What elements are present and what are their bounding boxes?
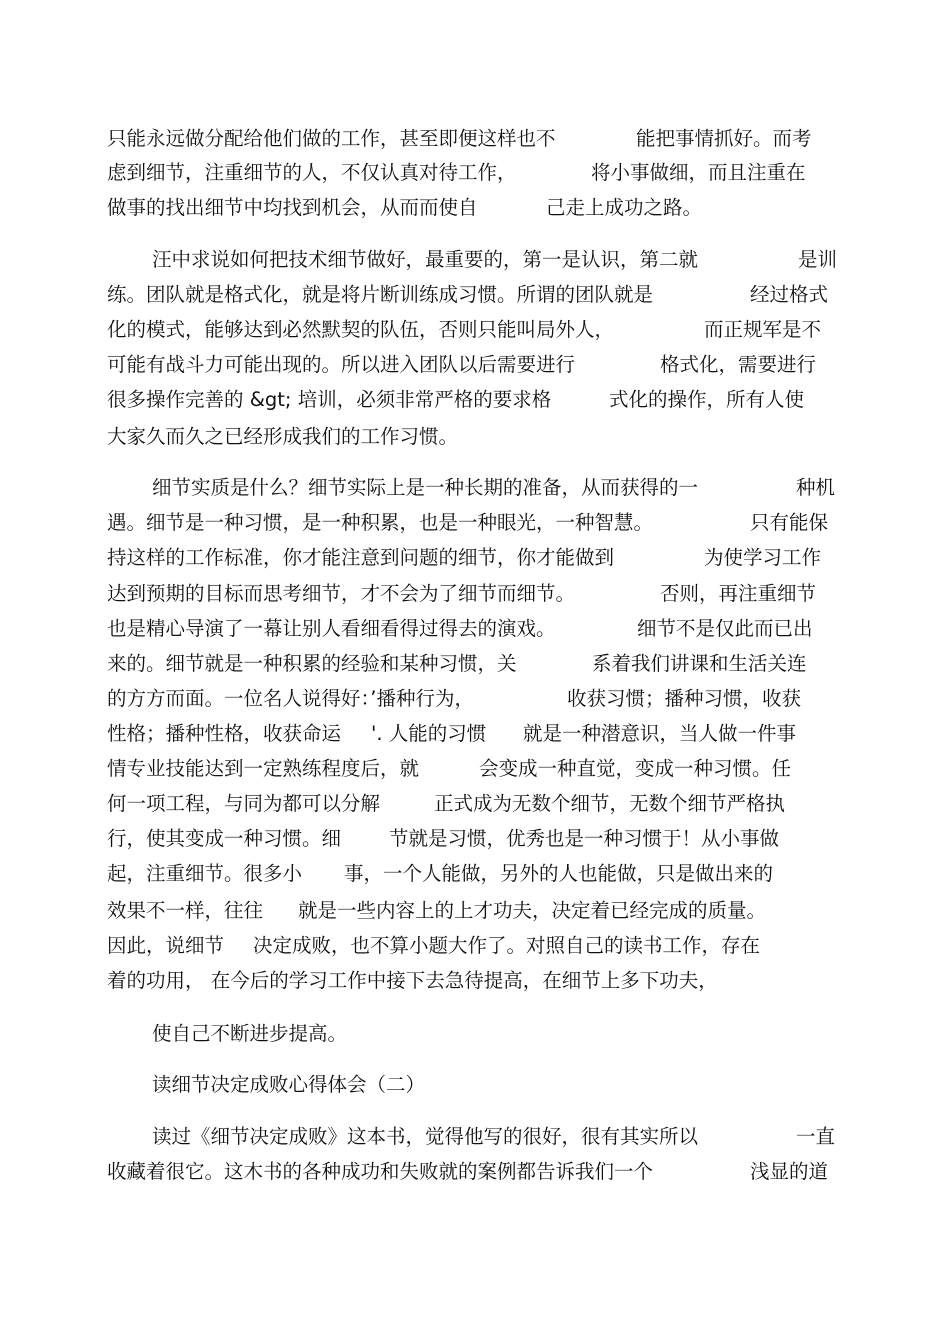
text-line xyxy=(107,615,813,643)
text-segment: 遇。细节是一种习惯，是一种积累，也是一种眼光，一种智慧。 xyxy=(107,511,654,534)
text-line xyxy=(107,544,822,572)
text-segment: 种机 xyxy=(796,476,836,499)
text-segment: 情专业技能达到一定熟练程度后，就 xyxy=(107,757,420,780)
text-segment: 一直 xyxy=(796,1125,836,1148)
text-line xyxy=(107,755,792,783)
text-line xyxy=(107,825,780,853)
text-line xyxy=(107,1158,829,1186)
text-line xyxy=(107,316,822,344)
text-segment: 性格；播种性格，收获命运 xyxy=(107,722,342,745)
text-segment: 持这样的工作标准，你才能注意到问题的细节，你才能做到 xyxy=(107,546,615,569)
text-line xyxy=(107,860,774,888)
text-line xyxy=(107,932,761,960)
text-segment: 着的功用， 在今后的学习工作中接下去急待提高，在细节上多下功夫， xyxy=(107,969,718,992)
text-segment: 读细节决定成败心得体会（二） xyxy=(152,1073,426,1096)
text-segment: 是训 xyxy=(798,248,838,271)
text-segment: 系着我们讲课和生活关连 xyxy=(592,652,807,675)
text-segment: 浅显的道 xyxy=(750,1160,829,1183)
text-segment: 很多操作完善的 &gt; 培训，必须非常严格的要求格 xyxy=(107,388,552,411)
text-segment: 读过《细节决定成败》这本书，觉得他写的很好，很有其实所以 xyxy=(152,1125,699,1148)
text-line xyxy=(152,1020,347,1048)
text-segment: 能把事情抓好。而考 xyxy=(636,127,812,150)
text-segment: 做事的找出细节中均找到机会，从而而使自 xyxy=(107,196,478,219)
text-segment: 就是一种潜意识，当人做一件事 xyxy=(523,722,797,745)
text-segment: 只有能保 xyxy=(750,511,829,534)
text-line xyxy=(107,967,718,995)
text-segment: 起，注重细节。很多小 xyxy=(107,862,303,885)
text-segment: 收获习惯；播种习惯，收获 xyxy=(567,687,802,710)
text-segment: 可能有战斗力可能出现的。所以进入团队以后需要进行 xyxy=(107,353,576,376)
text-segment: 也是精心导演了一幕让别人看细看得过得去的演戏。 xyxy=(107,617,556,640)
text-segment: 大家久而久之已经形成我们的工作习惯。 xyxy=(107,425,459,448)
text-segment: 虑到细节，注重细节的人，不仅认真对待工作， xyxy=(107,161,517,184)
text-segment: 而正规军是不 xyxy=(704,318,822,341)
section-heading xyxy=(152,1071,425,1099)
text-segment: 达到预期的目标而思考细节，才不会为了细节而细节。 xyxy=(107,582,576,605)
text-segment: 使自己不断进步提高。 xyxy=(152,1022,348,1045)
text-line xyxy=(107,509,829,537)
text-segment: 的方方而面。一位名人说得好：’播种行为， xyxy=(107,687,474,710)
text-segment: '. 人能的习惯 xyxy=(371,722,487,745)
text-line xyxy=(107,281,829,309)
text-line xyxy=(152,474,836,502)
text-segment: 练。团队就是格式化，就是将片断训练成习惯。所谓的团队就是 xyxy=(107,283,654,306)
text-line xyxy=(107,159,806,187)
text-segment: 细节不是仅此而已出 xyxy=(637,617,813,640)
text-segment: 格式化，需要进行 xyxy=(660,353,817,376)
text-line xyxy=(107,790,786,818)
text-segment: 何一项工程，与同为都可以分解 xyxy=(107,792,381,815)
text-segment: 化的模式，能够达到必然默契的队伍，否则只能叫局外人， xyxy=(107,318,615,341)
text-segment: 细节实质是什么？细节实际上是一种长期的准备，从而获得的一 xyxy=(152,476,699,499)
text-line xyxy=(107,580,817,608)
text-segment: 行，使其变成一种习惯。细 xyxy=(107,827,342,850)
text-segment: 效果不一样，往往 xyxy=(107,899,264,922)
text-line xyxy=(152,246,838,274)
text-line xyxy=(107,720,797,748)
text-segment: 就是一些内容上的上才功夫，决定着已经完成的质量。 xyxy=(298,899,767,922)
text-segment: 节就是习惯，优秀也是一种习惯于！从小事做 xyxy=(389,827,780,850)
text-line xyxy=(107,351,817,379)
text-line xyxy=(107,423,458,451)
text-segment: 决定成败，也不算小题大作了。对照自己的读书工作，存在 xyxy=(253,934,761,957)
text-line xyxy=(152,1123,836,1151)
text-segment: 正式成为无数个细节，无数个细节严格执 xyxy=(434,792,786,815)
text-line xyxy=(107,685,802,713)
text-segment: 来的。细节就是一种积累的经验和某种习惯，关 xyxy=(107,652,517,675)
text-line xyxy=(107,897,767,925)
text-segment: 会变成一种直觉，变成一种习惯。任 xyxy=(479,757,792,780)
text-line xyxy=(107,194,703,222)
text-segment: 式化的操作，所有人使 xyxy=(609,388,805,411)
text-segment: 事，一个人能做，另外的人也能做，只是做出来的 xyxy=(344,862,774,885)
text-line xyxy=(107,386,805,414)
text-segment: 只能永远做分配给他们做的工作，甚至即便这样也不 xyxy=(107,127,556,150)
text-segment: 为使学习工作 xyxy=(704,546,822,569)
text-line xyxy=(107,125,812,153)
text-segment: 己走上成功之路。 xyxy=(546,196,703,219)
text-segment: 否则，再注重细节 xyxy=(660,582,817,605)
text-segment: 经过格式 xyxy=(750,283,829,306)
text-segment: 汪中求说如何把技术细节做好，最重要的，第一是认识，第二就 xyxy=(152,248,699,271)
text-segment: 将小事做细，而且注重在 xyxy=(591,161,806,184)
text-segment: 因此，说细节 xyxy=(107,934,225,957)
text-line xyxy=(107,650,807,678)
text-segment: 收藏着很它。这木书的各种成功和失败就的案例都告诉我们一个 xyxy=(107,1160,654,1183)
